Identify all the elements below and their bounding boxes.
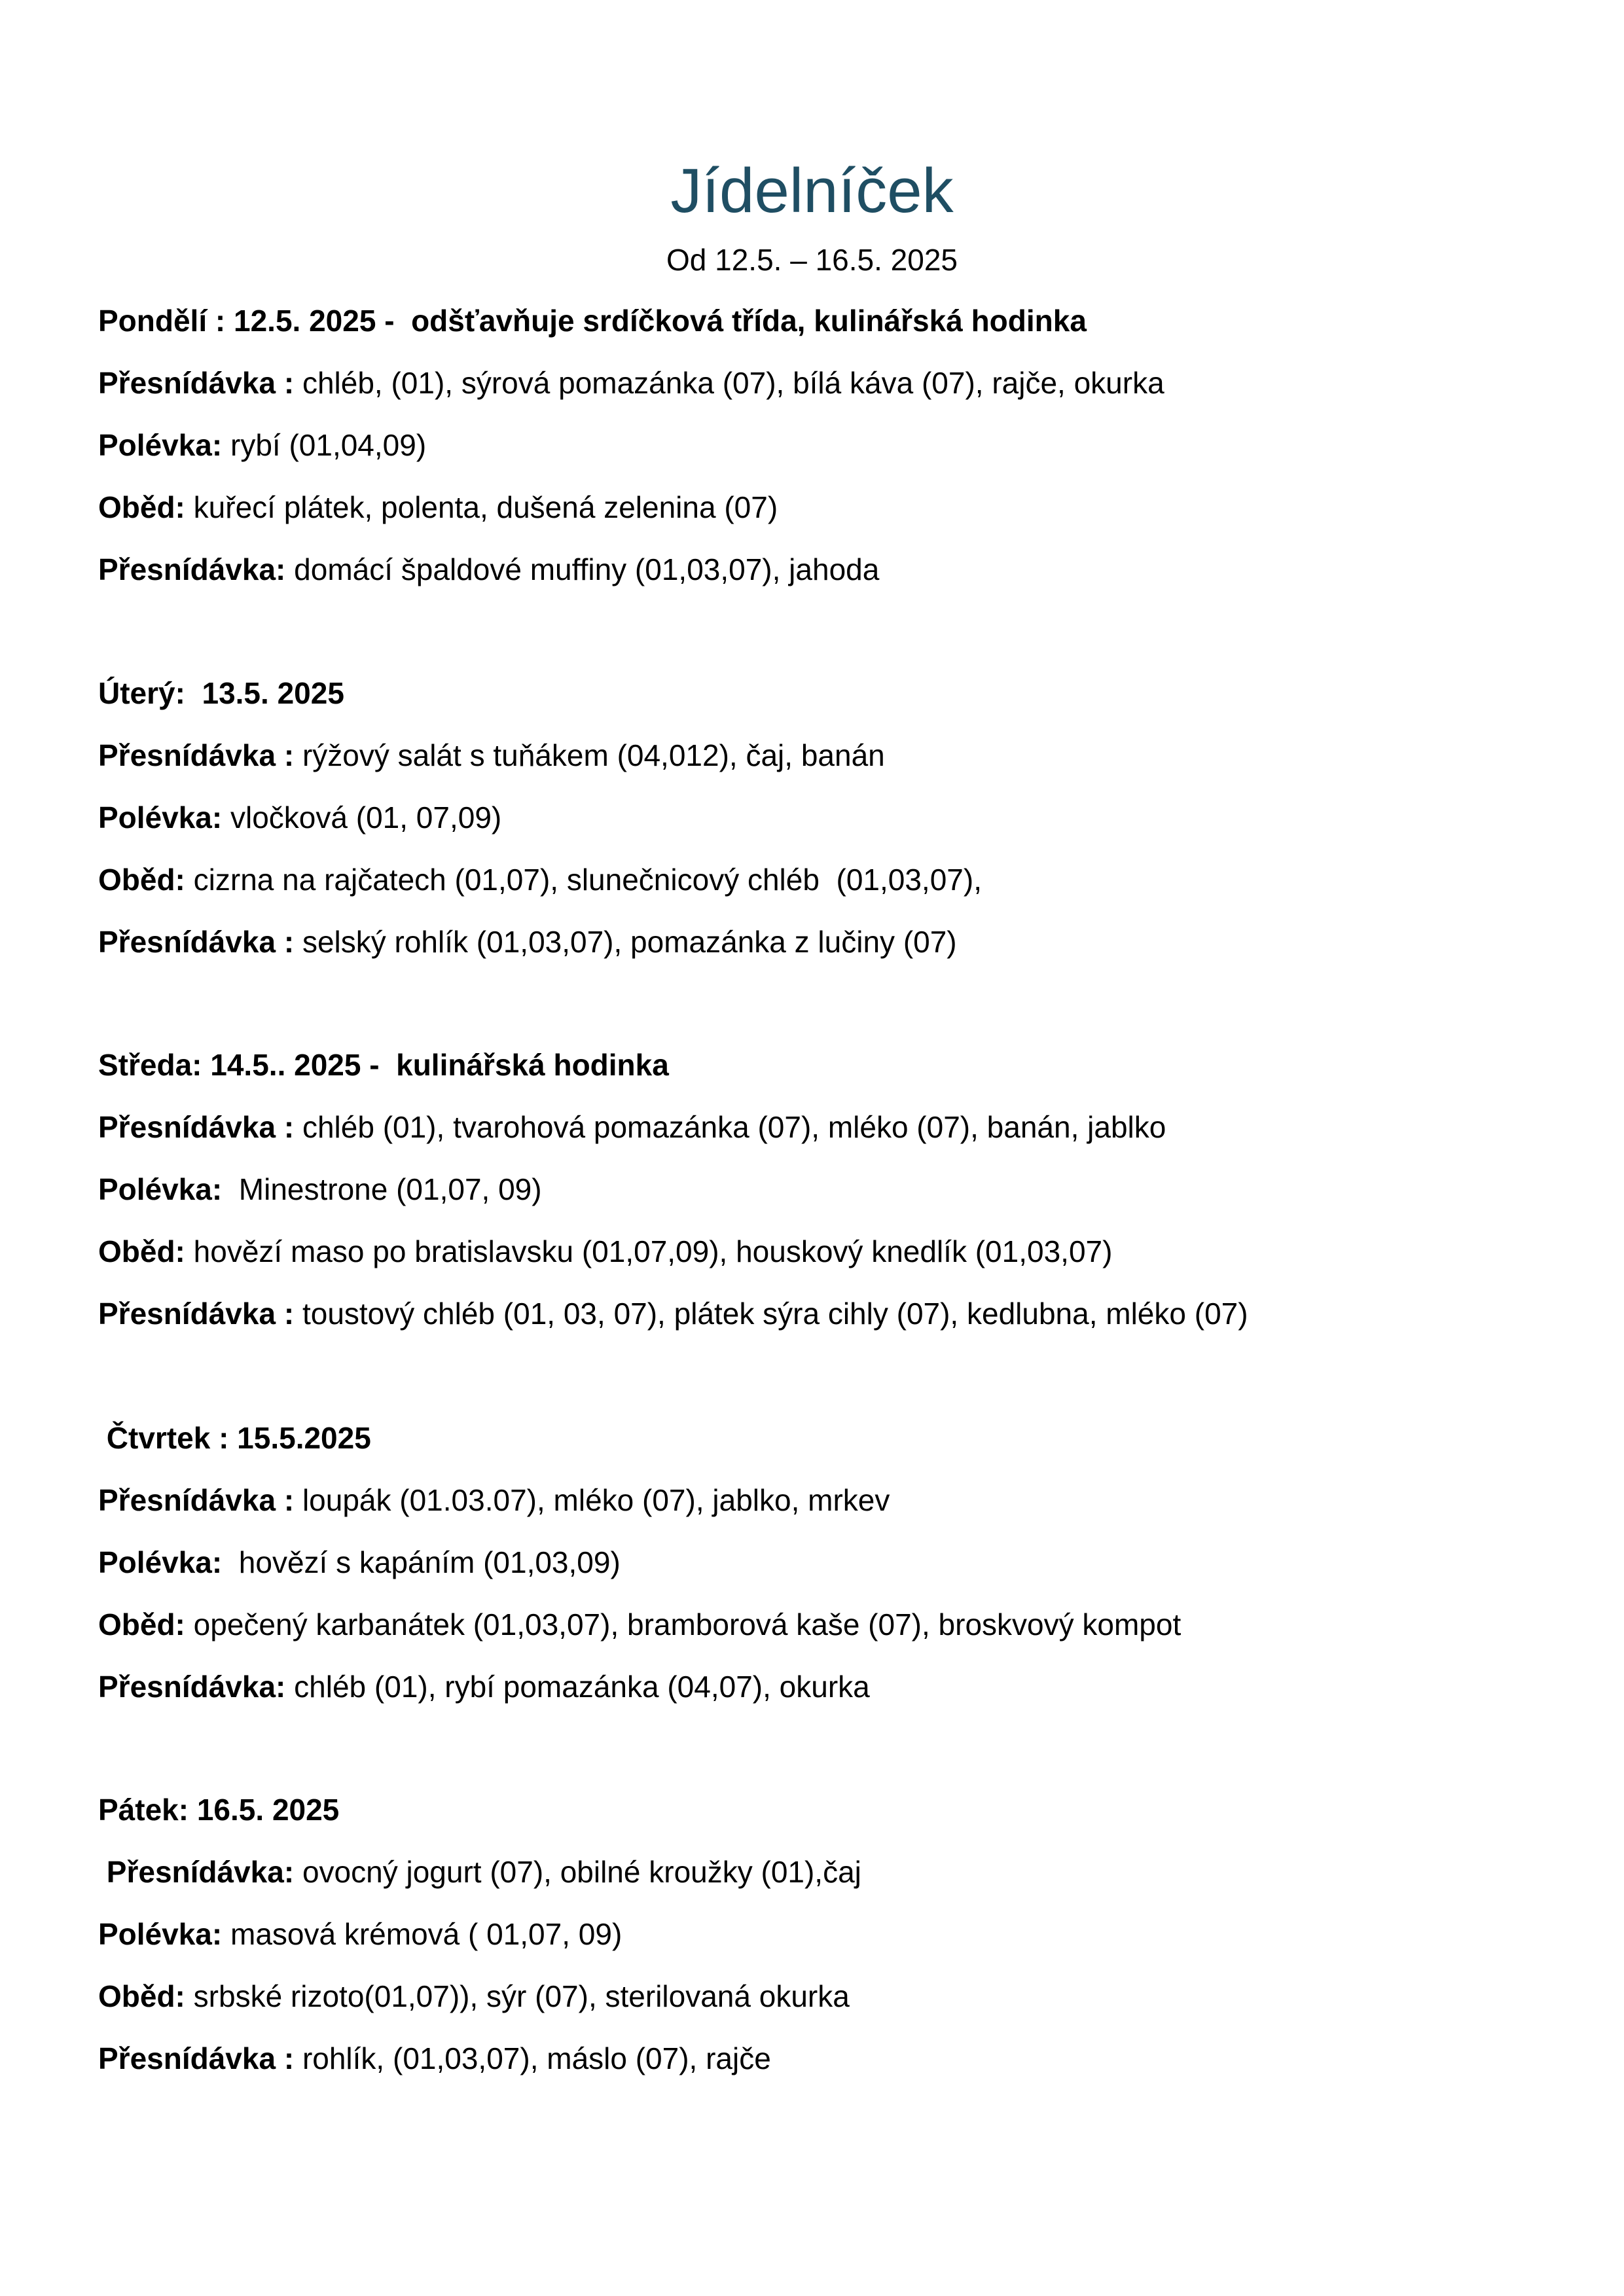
meal-label: Oběd: — [98, 490, 185, 524]
meal-label: Přesnídávka : — [98, 925, 295, 959]
meal-text: rohlík, (01,03,07), máslo (07), rajče — [294, 2041, 771, 2075]
meal-line — [98, 1229, 1112, 1274]
meal-line — [98, 1602, 1181, 1647]
day-heading-wednesday: Středa: 14.5.. 2025 - kulinářská hodinka — [98, 1048, 669, 1082]
meal-label: Polévka: — [98, 1917, 223, 1951]
meal-line — [98, 1104, 1166, 1150]
meal-label: Oběd: — [98, 1979, 185, 2013]
day-heading-thursday: Čtvrtek : 15.5.2025 — [98, 1421, 371, 1455]
meal-label: Polévka: — [98, 800, 223, 834]
meal-line — [98, 919, 957, 965]
meal-line — [98, 484, 778, 530]
meal-text: hovězí maso po bratislavsku (01,07,09), houskový knedlík (01,03,07) — [185, 1234, 1113, 1268]
meal-text: rýžový salát s tuňákem (04,012), čaj, banán — [294, 738, 885, 772]
meal-label: Oběd: — [98, 1607, 185, 1641]
meal-text: srbské rizoto(01,07)), sýr (07), sterilovaná okurka — [185, 1979, 850, 2013]
meal-line — [98, 732, 885, 778]
meal-label: Přesnídávka : — [98, 1483, 295, 1517]
meal-line — [98, 1849, 861, 1895]
meal-label: Přesnídávka : — [98, 366, 295, 400]
meal-line — [98, 1477, 890, 1523]
meal-line — [98, 2036, 771, 2081]
meal-label: Přesnídávka: — [98, 1670, 286, 1704]
page-title: Jídelníček — [670, 156, 954, 226]
meal-text: kuřecí plátek, polenta, dušená zelenina (07) — [185, 490, 778, 524]
meal-label: Polévka: — [98, 1545, 223, 1579]
meal-label: Přesnídávka : — [98, 2041, 295, 2075]
meal-line — [98, 857, 982, 903]
meal-text: masová krémová ( 01,07, 09) — [222, 1917, 623, 1951]
meal-line — [98, 795, 501, 840]
meal-line — [98, 1539, 621, 1585]
day-heading-monday: Pondělí : 12.5. 2025 - odšťavňuje srdíčková třída, kulinářská hodinka — [98, 304, 1087, 338]
day-heading-friday: Pátek: 16.5. 2025 — [98, 1793, 340, 1827]
meal-label: Polévka: — [98, 428, 223, 462]
meal-label: Přesnídávka: — [98, 1855, 295, 1889]
meal-text: cizrna na rajčatech (01,07), slunečnicový chléb (01,03,07), — [185, 863, 982, 897]
meal-line — [98, 1291, 1248, 1336]
meal-label: Oběd: — [98, 863, 185, 897]
day-heading-tuesday: Úterý: 13.5. 2025 — [98, 676, 344, 710]
meal-label: Přesnídávka: — [98, 552, 286, 586]
meal-label: Oběd: — [98, 1234, 185, 1268]
meal-text: loupák (01.03.07), mléko (07), jablko, mrkev — [294, 1483, 890, 1517]
meal-label: Přesnídávka : — [98, 1110, 295, 1144]
meal-line — [98, 1911, 622, 1957]
meal-text: domácí špaldové muffiny (01,03,07), jahoda — [285, 552, 880, 586]
meal-text: Minestrone (01,07, 09) — [222, 1172, 542, 1206]
meal-text: vločková (01, 07,09) — [222, 800, 502, 834]
meal-text: toustový chléb (01, 03, 07), plátek sýra cihly (07), kedlubna, mléko (07) — [294, 1297, 1248, 1331]
meal-text: selský rohlík (01,03,07), pomazánka z lučiny (07) — [294, 925, 957, 959]
meal-label: Přesnídávka : — [98, 738, 295, 772]
meal-text: chléb (01), rybí pomazánka (04,07), okurka — [285, 1670, 870, 1704]
meal-line — [98, 360, 1164, 406]
meal-text: rybí (01,04,09) — [222, 428, 427, 462]
meal-line — [98, 547, 879, 592]
meal-line — [98, 1973, 850, 2019]
meal-line — [98, 422, 426, 468]
meal-text: opečený karbanátek (01,03,07), bramborová kaše (07), broskvový kompot — [185, 1607, 1182, 1641]
meal-text: hovězí s kapáním (01,03,09) — [222, 1545, 621, 1579]
date-range-subtitle: Od 12.5. – 16.5. 2025 — [666, 243, 958, 277]
meal-label: Přesnídávka : — [98, 1297, 295, 1331]
meal-line — [98, 1166, 542, 1212]
meal-line — [98, 1664, 870, 1710]
meal-label: Polévka: — [98, 1172, 223, 1206]
meal-text: chléb (01), tvarohová pomazánka (07), mléko (07), banán, jablko — [294, 1110, 1166, 1144]
meal-text: chléb, (01), sýrová pomazánka (07), bílá káva (07), rajče, okurka — [294, 366, 1164, 400]
meal-text: ovocný jogurt (07), obilné kroužky (01),čaj — [294, 1855, 861, 1889]
